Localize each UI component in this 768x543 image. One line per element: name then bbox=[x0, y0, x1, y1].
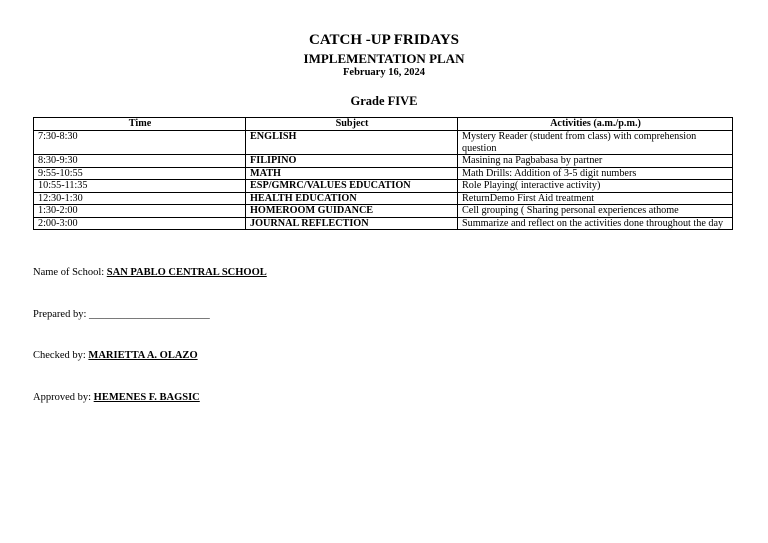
checked-by-value: MARIETTA A. OLAZO bbox=[88, 350, 198, 361]
approved-by-label: Approved by: bbox=[33, 392, 92, 403]
activity-cell: Mystery Reader (student from class) with comprehension question bbox=[458, 131, 733, 155]
grade-heading: Grade FIVE bbox=[350, 94, 418, 108]
prepared-by-line bbox=[33, 309, 210, 320]
school-name-value: SAN PABLO CENTRAL SCHOOL bbox=[106, 267, 267, 278]
table-row bbox=[34, 180, 733, 193]
activity-cell: Math Drills: Addition of 3-5 digit numbers bbox=[458, 167, 733, 180]
table-row bbox=[34, 217, 733, 230]
time-cell: 9:55-10:55 bbox=[34, 167, 246, 180]
schedule-table bbox=[33, 117, 733, 230]
column-header-time: Time bbox=[34, 118, 246, 131]
activity-cell: ReturnDemo First Aid treatment bbox=[458, 192, 733, 205]
subject-cell: FILIPINO bbox=[246, 155, 458, 168]
table-header-row bbox=[34, 118, 733, 131]
checked-by-line bbox=[33, 350, 198, 361]
subject-cell: ESP/GMRC/VALUES EDUCATION bbox=[246, 180, 458, 193]
approved-by-value: HEMENES F. BAGSIC bbox=[93, 392, 200, 403]
table-row bbox=[34, 167, 733, 180]
subject-cell: HOMEROOM GUIDANCE bbox=[246, 205, 458, 218]
prepared-by-label: Prepared by: bbox=[33, 309, 87, 320]
checked-by-label: Checked by: bbox=[33, 350, 86, 361]
table-row bbox=[34, 192, 733, 205]
table-row bbox=[34, 155, 733, 168]
subject-cell: JOURNAL REFLECTION bbox=[246, 217, 458, 230]
subject-cell: MATH bbox=[246, 167, 458, 180]
time-cell: 2:00-3:00 bbox=[34, 217, 246, 230]
activity-cell: Summarize and reflect on the activities done throughout the day bbox=[458, 217, 733, 230]
column-header-activities: Activities (a.m./p.m.) bbox=[458, 118, 733, 131]
subject-cell: HEALTH EDUCATION bbox=[246, 192, 458, 205]
column-header-subject: Subject bbox=[246, 118, 458, 131]
table-row bbox=[34, 205, 733, 218]
activity-cell: Masining na Pagbabasa by partner bbox=[458, 155, 733, 168]
activity-cell: Cell grouping ( Sharing personal experiences athome bbox=[458, 205, 733, 218]
document-title: CATCH -UP FRIDAYS bbox=[308, 32, 459, 48]
time-cell: 7:30-8:30 bbox=[34, 131, 246, 155]
document-subtitle: IMPLEMENTATION PLAN bbox=[303, 51, 465, 66]
prepared-by-blank: _______________________ bbox=[88, 309, 210, 320]
table-row bbox=[34, 131, 733, 155]
time-cell: 12:30-1:30 bbox=[34, 192, 246, 205]
document-date: February 16, 2024 bbox=[343, 67, 425, 78]
time-cell: 10:55-11:35 bbox=[34, 180, 246, 193]
time-cell: 8:30-9:30 bbox=[34, 155, 246, 168]
subject-cell: ENGLISH bbox=[246, 131, 458, 155]
activity-cell: Role Playing( interactive activity) bbox=[458, 180, 733, 193]
approved-by-line bbox=[33, 392, 200, 403]
school-name-label: Name of School: bbox=[33, 267, 105, 278]
time-cell: 1:30-2:00 bbox=[34, 205, 246, 218]
school-name-line bbox=[33, 267, 267, 278]
